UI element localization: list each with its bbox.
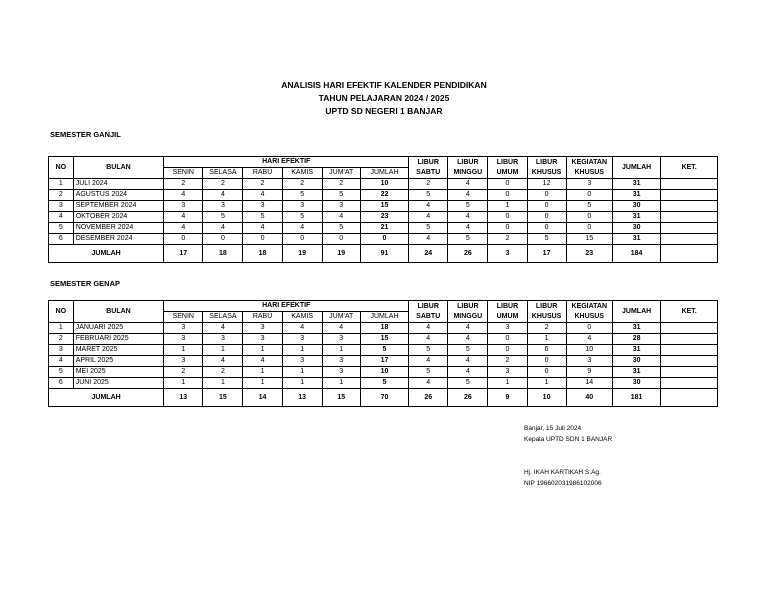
cell-bulan: MEI 2025 xyxy=(73,367,164,378)
total-senin: 17 xyxy=(164,245,203,263)
cell-umum: 3 xyxy=(488,367,527,378)
cell-jumlah: 5 xyxy=(360,378,408,389)
cell-rabu: 1 xyxy=(243,367,282,378)
cell-minggu: 4 xyxy=(448,212,488,223)
cell-jumat: 4 xyxy=(322,323,360,334)
total-senin: 13 xyxy=(164,389,203,407)
cell-minggu: 5 xyxy=(448,345,488,356)
cell-no: 3 xyxy=(49,345,74,356)
cell-selasa: 3 xyxy=(203,334,243,345)
header-libur-sabtu-line1: LIBUR xyxy=(417,158,439,166)
total-row xyxy=(49,389,718,407)
cell-senin: 0 xyxy=(164,234,203,245)
cell-bulan: MARET 2025 xyxy=(73,345,164,356)
cell-minggu: 5 xyxy=(448,378,488,389)
cell-sabtu: 2 xyxy=(409,179,448,190)
cell-no: 4 xyxy=(49,356,74,367)
cell-bulan: AGUSTUS 2024 xyxy=(73,190,164,201)
title-line-2: TAHUN PELAJARAN 2024 / 2025 xyxy=(318,93,450,103)
header-libur-umum xyxy=(488,157,527,179)
cell-selasa: 0 xyxy=(203,234,243,245)
cell-bulan: SEPTEMBER 2024 xyxy=(73,201,164,212)
semester-genap-title: SEMESTER GENAP xyxy=(50,279,121,288)
total-kegiatan: 40 xyxy=(566,389,612,407)
cell-selasa: 4 xyxy=(203,356,243,367)
total-minggu: 26 xyxy=(448,389,488,407)
cell-no: 6 xyxy=(49,234,74,245)
cell-minggu: 4 xyxy=(448,334,488,345)
cell-jumat: 3 xyxy=(322,367,360,378)
header-libur-minggu-line2: MINGGU xyxy=(453,312,483,320)
cell-khusus: 1 xyxy=(527,378,566,389)
cell-bulan: OKTOBER 2024 xyxy=(73,212,164,223)
cell-ket xyxy=(661,378,718,389)
header-rabu: RABU xyxy=(243,312,282,323)
header-jumlah: JUMLAH xyxy=(360,168,408,179)
cell-khusus: 0 xyxy=(527,201,566,212)
header-libur-khusus xyxy=(527,157,566,179)
header-libur-umum-line2: UMUM xyxy=(496,168,519,176)
table-row xyxy=(49,323,718,334)
cell-jumlah: 5 xyxy=(360,345,408,356)
signature-name: Hj. IKAH KARTIKAH S.Ag. xyxy=(524,469,601,476)
cell-no: 5 xyxy=(49,223,74,234)
cell-kegiatan: 0 xyxy=(566,323,612,334)
cell-khusus: 0 xyxy=(527,367,566,378)
cell-umum: 1 xyxy=(488,201,527,212)
header-kegiatan-khusus-line2: KHUSUS xyxy=(574,312,605,320)
cell-umum: 0 xyxy=(488,345,527,356)
header-kegiatan-khusus-line2: KHUSUS xyxy=(574,168,605,176)
header-no: NO xyxy=(49,157,74,179)
cell-minggu: 5 xyxy=(448,201,488,212)
cell-no: 2 xyxy=(49,334,74,345)
cell-total: 31 xyxy=(612,212,660,223)
total-ket xyxy=(661,389,718,407)
header-libur-khusus xyxy=(527,301,566,323)
header-no: NO xyxy=(49,301,74,323)
cell-selasa: 3 xyxy=(203,201,243,212)
cell-umum: 0 xyxy=(488,334,527,345)
cell-umum: 0 xyxy=(488,223,527,234)
header-kamis: KAMIS xyxy=(282,168,322,179)
cell-selasa: 1 xyxy=(203,345,243,356)
cell-total: 30 xyxy=(612,378,660,389)
cell-umum: 0 xyxy=(488,190,527,201)
cell-khusus: 5 xyxy=(527,234,566,245)
cell-kamis: 1 xyxy=(282,345,322,356)
cell-kegiatan: 0 xyxy=(566,223,612,234)
cell-jumlah: 15 xyxy=(360,201,408,212)
cell-jumat: 5 xyxy=(322,190,360,201)
header-bulan: BULAN xyxy=(73,301,164,323)
cell-sabtu: 5 xyxy=(409,190,448,201)
header-jumlah-total: JUMLAH xyxy=(612,301,660,323)
cell-rabu: 0 xyxy=(243,234,282,245)
cell-total: 30 xyxy=(612,223,660,234)
cell-no: 1 xyxy=(49,323,74,334)
cell-total: 31 xyxy=(612,179,660,190)
total-minggu: 26 xyxy=(448,245,488,263)
cell-jumat: 2 xyxy=(322,179,360,190)
total-selasa: 15 xyxy=(203,389,243,407)
total-kegiatan: 23 xyxy=(566,245,612,263)
header-rabu: RABU xyxy=(243,168,282,179)
cell-ket xyxy=(661,367,718,378)
total-label: JUMLAH xyxy=(49,245,164,263)
cell-jumlah: 18 xyxy=(360,323,408,334)
cell-rabu: 5 xyxy=(243,212,282,223)
cell-selasa: 2 xyxy=(203,179,243,190)
cell-khusus: 12 xyxy=(527,179,566,190)
cell-kegiatan: 15 xyxy=(566,234,612,245)
header-row xyxy=(49,157,718,168)
header-kegiatan-khusus xyxy=(566,301,612,323)
cell-umum: 0 xyxy=(488,179,527,190)
header-jumlah: JUMLAH xyxy=(360,312,408,323)
cell-no: 1 xyxy=(49,179,74,190)
header-libur-minggu xyxy=(448,157,488,179)
cell-selasa: 5 xyxy=(203,212,243,223)
header-libur-umum-line1: LIBUR xyxy=(496,302,519,310)
cell-ket xyxy=(661,190,718,201)
header-libur-khusus-line1: LIBUR xyxy=(535,158,558,166)
cell-sabtu: 5 xyxy=(409,367,448,378)
cell-total: 28 xyxy=(612,334,660,345)
cell-rabu: 4 xyxy=(243,356,282,367)
cell-selasa: 2 xyxy=(203,367,243,378)
cell-senin: 4 xyxy=(164,212,203,223)
cell-kamis: 3 xyxy=(282,201,322,212)
cell-rabu: 1 xyxy=(243,345,282,356)
total-sabtu: 26 xyxy=(409,389,448,407)
cell-jumlah: 0 xyxy=(360,234,408,245)
cell-jumat: 3 xyxy=(322,201,360,212)
cell-total: 31 xyxy=(612,234,660,245)
cell-ket xyxy=(661,356,718,367)
total-rabu: 18 xyxy=(243,245,282,263)
cell-bulan: JUNI 2025 xyxy=(73,378,164,389)
cell-khusus: 0 xyxy=(527,223,566,234)
header-libur-umum-line1: LIBUR xyxy=(496,158,519,166)
cell-ket xyxy=(661,179,718,190)
cell-no: 2 xyxy=(49,190,74,201)
cell-bulan: NOVEMBER 2024 xyxy=(73,223,164,234)
cell-minggu: 5 xyxy=(448,234,488,245)
cell-kamis: 4 xyxy=(282,323,322,334)
cell-ket xyxy=(661,345,718,356)
header-libur-minggu xyxy=(448,301,488,323)
total-kamis: 13 xyxy=(282,389,322,407)
cell-jumat: 1 xyxy=(322,345,360,356)
cell-selasa: 1 xyxy=(203,378,243,389)
cell-senin: 1 xyxy=(164,345,203,356)
cell-senin: 3 xyxy=(164,334,203,345)
cell-jumlah: 10 xyxy=(360,367,408,378)
header-libur-sabtu xyxy=(409,301,448,323)
cell-kegiatan: 10 xyxy=(566,345,612,356)
cell-no: 6 xyxy=(49,378,74,389)
header-ket: KET. xyxy=(661,157,718,179)
total-jumlah: 70 xyxy=(360,389,408,407)
header-libur-khusus-line2: KHUSUS xyxy=(531,168,562,176)
table-semester-genap xyxy=(48,300,718,407)
cell-jumlah: 23 xyxy=(360,212,408,223)
cell-jumlah: 10 xyxy=(360,179,408,190)
cell-kamis: 1 xyxy=(282,367,322,378)
header-ket: KET. xyxy=(661,301,718,323)
cell-khusus: 6 xyxy=(527,345,566,356)
cell-kamis: 0 xyxy=(282,234,322,245)
cell-kegiatan: 0 xyxy=(566,190,612,201)
cell-rabu: 3 xyxy=(243,201,282,212)
total-umum: 9 xyxy=(488,389,527,407)
header-libur-sabtu xyxy=(409,157,448,179)
table-row xyxy=(49,223,718,234)
header-selasa: SELASA xyxy=(203,312,243,323)
cell-khusus: 2 xyxy=(527,323,566,334)
title-line-1: ANALISIS HARI EFEKTIF KALENDER PENDIDIKAN xyxy=(281,80,487,90)
table-row xyxy=(49,201,718,212)
cell-kegiatan: 4 xyxy=(566,334,612,345)
cell-khusus: 0 xyxy=(527,356,566,367)
signature-nip: NIP 196602031986102006 xyxy=(524,480,602,487)
cell-jumat: 3 xyxy=(322,334,360,345)
cell-kamis: 3 xyxy=(282,356,322,367)
header-jumat: JUM'AT xyxy=(322,312,360,323)
cell-jumlah: 17 xyxy=(360,356,408,367)
cell-umum: 0 xyxy=(488,212,527,223)
table-row xyxy=(49,345,718,356)
cell-kegiatan: 9 xyxy=(566,367,612,378)
cell-jumat: 0 xyxy=(322,234,360,245)
cell-minggu: 4 xyxy=(448,179,488,190)
header-libur-sabtu-line1: LIBUR xyxy=(417,302,439,310)
cell-jumlah: 21 xyxy=(360,223,408,234)
cell-kegiatan: 5 xyxy=(566,201,612,212)
cell-total: 31 xyxy=(612,345,660,356)
total-ket xyxy=(661,245,718,263)
table-row xyxy=(49,334,718,345)
cell-sabtu: 4 xyxy=(409,334,448,345)
table-row xyxy=(49,378,718,389)
cell-ket xyxy=(661,334,718,345)
cell-sabtu: 4 xyxy=(409,378,448,389)
total-total: 181 xyxy=(612,389,660,407)
total-sabtu: 24 xyxy=(409,245,448,263)
semester-ganjil-title: SEMESTER GANJIL xyxy=(50,130,121,139)
table-row xyxy=(49,179,718,190)
cell-sabtu: 4 xyxy=(409,323,448,334)
cell-senin: 2 xyxy=(164,179,203,190)
cell-khusus: 1 xyxy=(527,334,566,345)
table-row xyxy=(49,367,718,378)
cell-khusus: 0 xyxy=(527,190,566,201)
signature-position: Kepala UPTD SDN 1 BANJAR xyxy=(524,436,613,443)
cell-umum: 2 xyxy=(488,234,527,245)
header-senin: SENIN xyxy=(164,168,203,179)
total-selasa: 18 xyxy=(203,245,243,263)
cell-kamis: 2 xyxy=(282,179,322,190)
cell-ket xyxy=(661,323,718,334)
cell-total: 30 xyxy=(612,201,660,212)
header-jumat: JUM'AT xyxy=(322,168,360,179)
cell-ket xyxy=(661,201,718,212)
header-kegiatan-khusus xyxy=(566,157,612,179)
cell-minggu: 4 xyxy=(448,223,488,234)
cell-senin: 3 xyxy=(164,201,203,212)
total-label: JUMLAH xyxy=(49,389,164,407)
table-row xyxy=(49,212,718,223)
cell-senin: 4 xyxy=(164,223,203,234)
total-jumat: 15 xyxy=(322,389,360,407)
signature-place-date: Banjar, 15 Juli 2024 xyxy=(524,425,582,432)
header-hari-efektif: HARI EFEKTIF xyxy=(164,301,409,312)
table-semester-ganjil xyxy=(48,156,718,263)
cell-senin: 3 xyxy=(164,356,203,367)
total-rabu: 14 xyxy=(243,389,282,407)
header-libur-minggu-line2: MINGGU xyxy=(453,168,483,176)
cell-selasa: 4 xyxy=(203,323,243,334)
cell-sabtu: 5 xyxy=(409,345,448,356)
cell-no: 5 xyxy=(49,367,74,378)
cell-minggu: 4 xyxy=(448,356,488,367)
cell-jumlah: 22 xyxy=(360,190,408,201)
cell-total: 31 xyxy=(612,190,660,201)
header-libur-khusus-line2: KHUSUS xyxy=(531,312,562,320)
cell-minggu: 4 xyxy=(448,323,488,334)
header-libur-khusus-line1: LIBUR xyxy=(535,302,558,310)
cell-khusus: 0 xyxy=(527,212,566,223)
cell-no: 4 xyxy=(49,212,74,223)
cell-senin: 2 xyxy=(164,367,203,378)
cell-kamis: 5 xyxy=(282,212,322,223)
cell-sabtu: 4 xyxy=(409,356,448,367)
cell-bulan: DESEMBER 2024 xyxy=(73,234,164,245)
cell-bulan: FEBRUARI 2025 xyxy=(73,334,164,345)
total-kamis: 19 xyxy=(282,245,322,263)
total-jumlah: 91 xyxy=(360,245,408,263)
cell-minggu: 4 xyxy=(448,190,488,201)
cell-jumlah: 15 xyxy=(360,334,408,345)
header-senin: SENIN xyxy=(164,312,203,323)
title-line-3: UPTD SD NEGERI 1 BANJAR xyxy=(325,106,443,116)
header-jumlah-total: JUMLAH xyxy=(612,157,660,179)
cell-umum: 1 xyxy=(488,378,527,389)
cell-total: 30 xyxy=(612,356,660,367)
header-bulan: BULAN xyxy=(73,157,164,179)
header-libur-minggu-line1: LIBUR xyxy=(457,158,479,166)
cell-umum: 2 xyxy=(488,356,527,367)
table-row xyxy=(49,234,718,245)
cell-selasa: 4 xyxy=(203,190,243,201)
cell-kegiatan: 3 xyxy=(566,179,612,190)
header-libur-sabtu-line2: SABTU xyxy=(416,312,441,320)
cell-rabu: 3 xyxy=(243,334,282,345)
cell-sabtu: 4 xyxy=(409,234,448,245)
cell-jumat: 3 xyxy=(322,356,360,367)
header-libur-minggu-line1: LIBUR xyxy=(457,302,479,310)
cell-ket xyxy=(661,234,718,245)
cell-sabtu: 4 xyxy=(409,201,448,212)
header-selasa: SELASA xyxy=(203,168,243,179)
cell-umum: 3 xyxy=(488,323,527,334)
cell-selasa: 4 xyxy=(203,223,243,234)
cell-senin: 3 xyxy=(164,323,203,334)
cell-ket xyxy=(661,212,718,223)
cell-ket xyxy=(661,223,718,234)
cell-rabu: 4 xyxy=(243,223,282,234)
cell-kegiatan: 14 xyxy=(566,378,612,389)
cell-rabu: 3 xyxy=(243,323,282,334)
cell-rabu: 2 xyxy=(243,179,282,190)
header-libur-umum-line2: UMUM xyxy=(496,312,519,320)
cell-kamis: 4 xyxy=(282,223,322,234)
table-row xyxy=(49,190,718,201)
header-libur-sabtu-line2: SABTU xyxy=(416,168,441,176)
cell-total: 31 xyxy=(612,323,660,334)
cell-kegiatan: 3 xyxy=(566,356,612,367)
cell-bulan: JULI 2024 xyxy=(73,179,164,190)
table-row xyxy=(49,356,718,367)
cell-kamis: 5 xyxy=(282,190,322,201)
cell-sabtu: 5 xyxy=(409,223,448,234)
cell-bulan: APRIL 2025 xyxy=(73,356,164,367)
total-row xyxy=(49,245,718,263)
cell-minggu: 4 xyxy=(448,367,488,378)
cell-kegiatan: 0 xyxy=(566,212,612,223)
header-kegiatan-khusus-line1: KEGIATAN xyxy=(571,302,608,310)
cell-senin: 4 xyxy=(164,190,203,201)
total-total: 184 xyxy=(612,245,660,263)
cell-jumat: 4 xyxy=(322,212,360,223)
total-jumat: 19 xyxy=(322,245,360,263)
cell-sabtu: 4 xyxy=(409,212,448,223)
cell-jumat: 5 xyxy=(322,223,360,234)
cell-senin: 1 xyxy=(164,378,203,389)
cell-rabu: 1 xyxy=(243,378,282,389)
cell-bulan: JANUARI 2025 xyxy=(73,323,164,334)
header-kamis: KAMIS xyxy=(282,312,322,323)
cell-no: 3 xyxy=(49,201,74,212)
total-umum: 3 xyxy=(488,245,527,263)
total-khusus: 17 xyxy=(527,245,566,263)
total-khusus: 10 xyxy=(527,389,566,407)
header-kegiatan-khusus-line1: KEGIATAN xyxy=(571,158,608,166)
header-hari-efektif: HARI EFEKTIF xyxy=(164,157,409,168)
cell-kamis: 1 xyxy=(282,378,322,389)
cell-kamis: 3 xyxy=(282,334,322,345)
cell-rabu: 4 xyxy=(243,190,282,201)
cell-total: 31 xyxy=(612,367,660,378)
cell-jumat: 1 xyxy=(322,378,360,389)
header-row xyxy=(49,301,718,312)
header-libur-umum xyxy=(488,301,527,323)
